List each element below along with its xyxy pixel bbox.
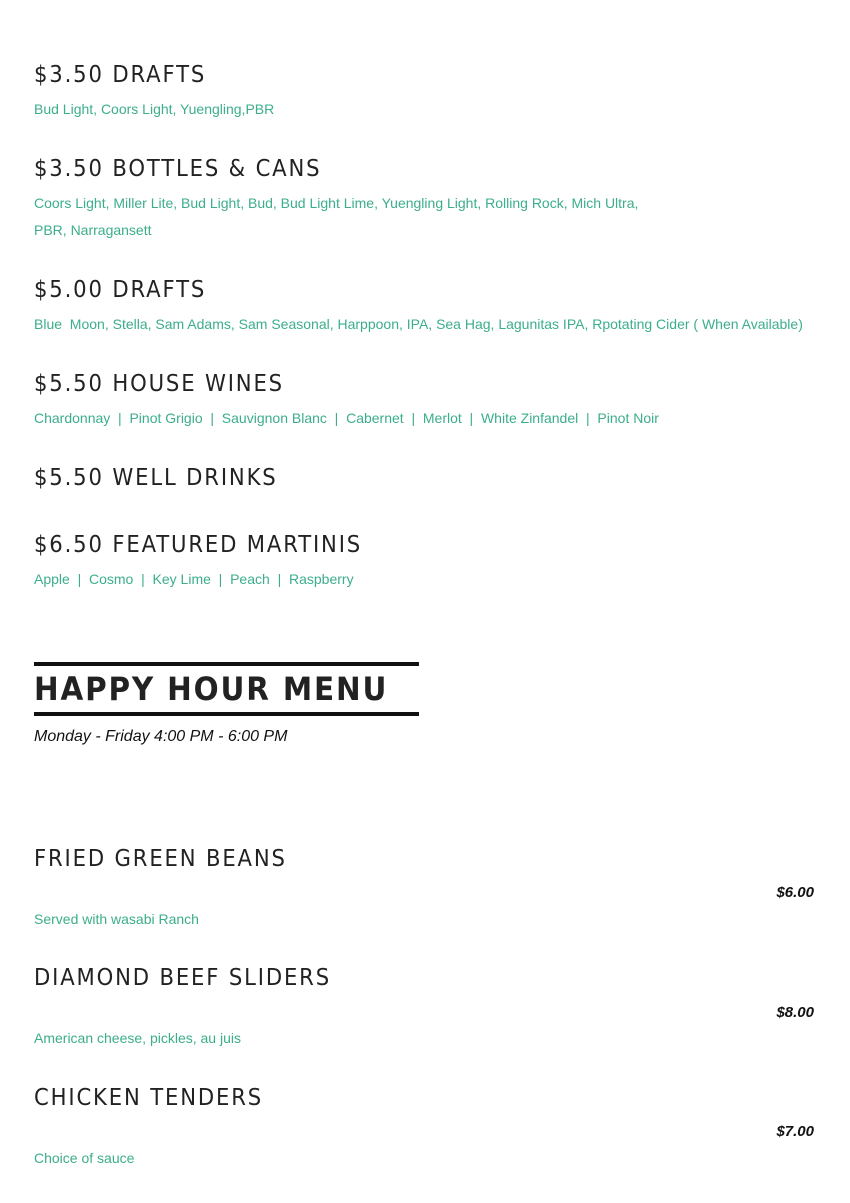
happy-hour-title: HAPPY HOUR MENU [34, 670, 389, 708]
happy-hour-title-block [34, 662, 419, 716]
drink-heading-house-wines: $5.50 HOUSE WINES [34, 371, 284, 397]
drink-list-featured-martinis: Apple | Cosmo | Key Lime | Peach | Raspberry [34, 571, 354, 587]
happy-hour-hours: Monday - Friday 4:00 PM - 6:00 PM [34, 728, 288, 745]
food-price-diamond-beef-sliders: $8.00 [776, 1004, 814, 1021]
drink-list-house-wines: Chardonnay | Pinot Grigio | Sauvignon Blanc | Cabernet | Merlot | White Zinfandel | Pinot Noir [34, 410, 659, 426]
food-name-diamond-beef-sliders: DIAMOND BEEF SLIDERS [34, 965, 331, 991]
drink-list-drafts-350: Bud Light, Coors Light, Yuengling,PBR [34, 101, 275, 117]
food-description-chicken-tenders: Choice of sauce [34, 1150, 135, 1166]
drink-heading-featured-martinis: $6.50 FEATURED MARTINIS [34, 532, 363, 558]
food-price-fried-green-beans: $6.00 [776, 884, 814, 901]
drink-heading-well-drinks: $5.50 WELL DRINKS [34, 465, 278, 491]
food-price-chicken-tenders: $7.00 [776, 1123, 814, 1140]
drink-heading-drafts-350: $3.50 DRAFTS [34, 62, 207, 88]
drink-list-bottles-cans-line1: Coors Light, Miller Lite, Bud Light, Bud, Bud Light Lime, Yuengling Light, Rolling Rock, Mich Ultra, [34, 195, 639, 211]
drink-list-bottles-cans-line2: PBR, Narragansett [34, 222, 152, 238]
food-name-fried-green-beans: FRIED GREEN BEANS [34, 846, 287, 872]
drink-heading-bottles-cans: $3.50 BOTTLES & CANS [34, 156, 322, 182]
drink-heading-drafts-500: $5.00 DRAFTS [34, 277, 207, 303]
food-description-diamond-beef-sliders: American cheese, pickles, au juis [34, 1030, 241, 1046]
food-name-chicken-tenders: CHICKEN TENDERS [34, 1085, 264, 1111]
food-description-fried-green-beans: Served with wasabi Ranch [34, 911, 199, 927]
drink-list-drafts-500: Blue Moon, Stella, Sam Adams, Sam Seasonal, Harppoon, IPA, Sea Hag, Lagunitas IPA, Rpotating Cider ( When Available) [34, 316, 803, 332]
